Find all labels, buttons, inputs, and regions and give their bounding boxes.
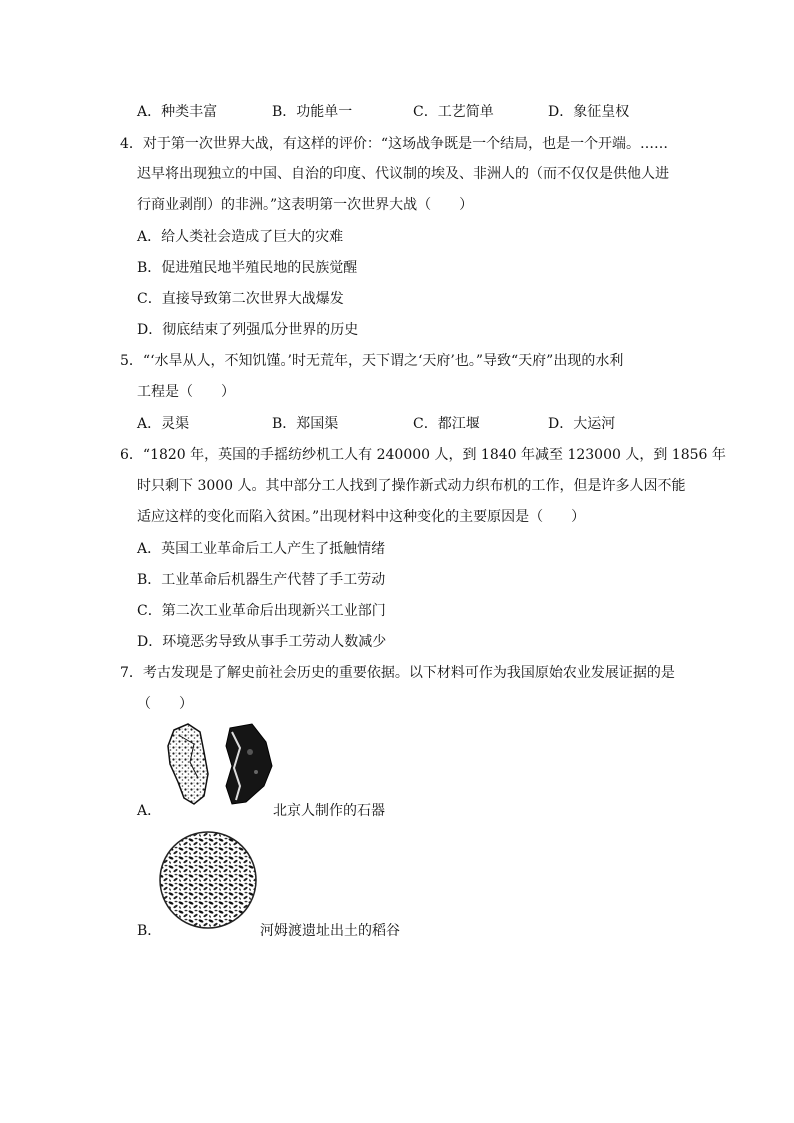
q7-option-b-letter[interactable]: B． [137,923,162,939]
q6-option-d[interactable]: D．环境恶劣导致从事手工劳动人数减少 [137,634,387,650]
q5-stem-line-1: 5．“‘水旱从人，不知饥馑。’时无荒年，天下谓之‘天府’也。”导致“天府”出现的水利 [120,353,624,369]
q3-option-c[interactable]: C．工艺简单 [413,104,494,120]
q6-option-c[interactable]: C．第二次工业革命后出现新兴工业部门 [137,603,386,619]
q5-option-a[interactable]: A．灵渠 [137,416,190,432]
q6-stem-line-2: 时只剩下 3000 人。其中部分工人找到了操作新式动力织布机的工作，但是许多人因不能 [137,478,686,494]
q6-stem-line-1: 6．“1820 年，英国的手摇纺纱机工人有 240000 人，到 1840 年减至 123000 人，到 1856 年 [120,447,726,463]
q6-option-a[interactable]: A．英国工业革命后工人产生了抵触情绪 [137,541,386,557]
q6-option-b[interactable]: B．工业革命后机器生产代替了手工劳动 [137,572,386,588]
stone-tools-image [160,722,276,806]
q4-option-b[interactable]: B．促进殖民地半殖民地的民族觉醒 [137,260,358,276]
q4-stem-line-3: 行商业剥削）的非洲。”这表明第一次世界大战（ ） [137,197,474,213]
q5-stem-line-2: 工程是（ ） [137,384,235,400]
q7-option-a-caption: 北京人制作的石器 [273,803,385,819]
q3-option-d[interactable]: D．象征皇权 [548,104,630,120]
q3-option-a[interactable]: A．种类丰富 [137,104,218,120]
q4-stem-line-1: 4．对于第一次世界大战，有这样的评价：“这场战争既是一个结局，也是一个开端。…… [120,136,669,152]
q7-option-a-letter[interactable]: A． [137,803,162,819]
q7-option-b-caption: 河姆渡遗址出土的稻谷 [260,923,400,939]
q7-stem-line-1: 7．考古发现是了解史前社会历史的重要依据。以下材料可作为我国原始农业发展证据的是 [120,665,675,681]
q5-option-c[interactable]: C．都江堰 [413,416,480,432]
q6-stem-line-3: 适应这样的变化而陷入贫困。”出现材料中这种变化的主要原因是（ ） [137,509,586,525]
rice-grains-image [158,828,258,932]
q4-option-d[interactable]: D．彻底结束了列强瓜分世界的历史 [137,322,359,338]
q7-stem-line-2: （ ） [137,696,193,712]
q3-option-b[interactable]: B．功能单一 [272,104,353,120]
q5-option-d[interactable]: D．大运河 [548,416,616,432]
q4-option-c[interactable]: C．直接导致第二次世界大战爆发 [137,291,344,307]
q4-option-a[interactable]: A．给人类社会造成了巨大的灾难 [137,229,344,245]
q5-option-b[interactable]: B．郑国渠 [272,416,339,432]
q4-stem-line-2: 迟早将出现独立的中国、自治的印度、代议制的埃及、非洲人的（而不仅仅是供他人进 [137,166,669,182]
